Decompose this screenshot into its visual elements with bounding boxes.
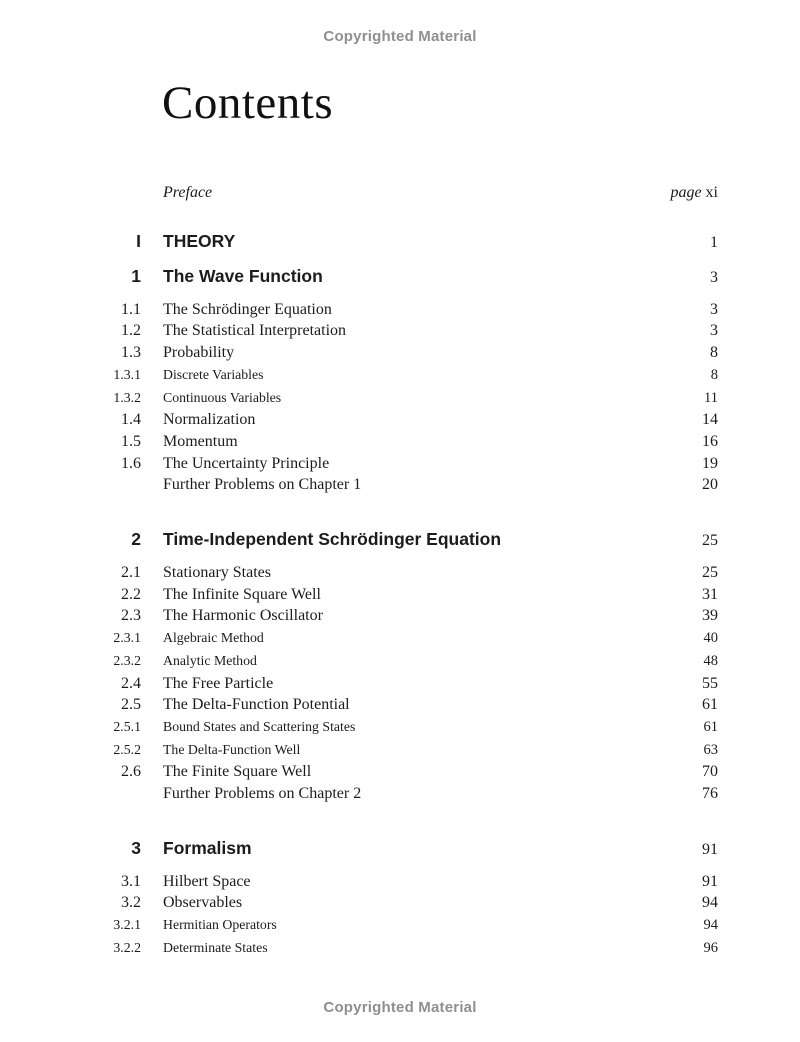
toc-entry-number: 2.3.1 [113,630,141,646]
toc-row-part-I [0,231,800,253]
toc-entry-title: The Delta-Function Potential [163,696,350,714]
toc-row-section-1.6 [0,453,800,475]
toc-entry-number: 1.3.2 [113,389,141,405]
toc-entry-title: Bound States and Scattering States [163,718,356,734]
toc-entry-page-number: 3 [710,322,718,340]
toc-entry-page-number: 8 [710,344,718,362]
toc-row-subsection-2.5.1 [0,716,800,739]
toc-entry-title: Probability [163,344,235,362]
toc-entry-title: The Infinite Square Well [163,585,321,603]
toc-row-subsection-3.2.1 [0,914,800,937]
toc-entry-page-number: 11 [704,389,718,406]
toc-row-plain [0,783,800,805]
toc-entry-number: 2.5 [121,696,141,714]
toc-entry-page-number: 31 [702,585,718,603]
toc-entry-number: 3 [131,837,141,858]
toc-row-section-2.5 [0,694,800,716]
toc-entry-title: Discrete Variables [163,366,264,382]
preface-page-number: xi [705,184,718,201]
preface-page [670,182,718,204]
toc-entry-page-number: 91 [702,872,718,890]
toc-entry-number: 2.3 [121,607,141,625]
toc-row-section-1.1 [0,299,800,321]
toc-entry-page-number: 91 [702,840,718,858]
preface-title: Preface [163,184,213,201]
toc-entry-number: 2.5.2 [113,741,141,757]
toc-entry-page-number: 55 [702,674,718,692]
toc-entry-title: Observables [163,894,243,912]
copyright-watermark-bottom: Copyrighted Material [323,999,477,1016]
toc-row-section-3.1 [0,871,800,893]
toc-entry-title: The Statistical Interpretation [163,322,347,340]
toc-entry-number: 1 [131,265,141,286]
copyright-watermark-top: Copyrighted Material [323,28,477,45]
toc-entry-number: 2.2 [121,585,141,603]
toc-entry-number: 1.4 [121,411,141,429]
toc-entry-number: 1.5 [121,432,141,450]
page-title: Contents [162,77,334,129]
toc-entry-number: 1.3.1 [113,366,141,382]
toc-entry-page-number: 20 [702,476,718,494]
toc-entry-title: Further Problems on Chapter 2 [163,785,362,803]
toc-row-section-1.3 [0,342,800,364]
toc-entry-title: The Finite Square Well [163,763,312,781]
toc-entry-title: Hilbert Space [163,872,251,890]
toc-entry-title: Normalization [163,411,256,429]
toc-row-section-2.3 [0,605,800,627]
toc-row-subsection-1.3.1 [0,364,800,387]
toc-row-section-2.2 [0,584,800,606]
toc-entry-page-number: 1 [710,233,718,251]
toc-row-subsection-3.2.2 [0,937,800,960]
toc-entry-title: The Delta-Function Well [163,741,301,757]
toc-entry-number: 1.2 [121,322,141,340]
toc-entry-title: Algebraic Method [163,630,264,646]
toc-entry-page-number: 25 [702,564,718,582]
toc-row-chapter-1 [0,266,800,288]
toc-entry-page-number: 48 [703,652,718,669]
toc-row-subsection-2.5.2 [0,739,800,762]
toc-entry-title: Formalism [163,837,252,858]
toc-entry-title: Momentum [163,432,238,450]
toc-entry-page-number: 3 [710,268,718,286]
toc-entry-title: Determinate States [163,939,268,955]
toc-entry-page-number: 61 [702,696,718,714]
toc-entry-page-number: 70 [702,763,718,781]
toc-entry-title: Stationary States [163,564,271,582]
toc-entry-page-number: 8 [710,366,718,383]
toc-entry-title: Time-Independent Schrödinger Equation [163,529,502,550]
toc-row-section-3.2 [0,892,800,914]
toc-entry-page-number: 96 [703,939,718,956]
toc-row-section-1.4 [0,409,800,431]
toc-entry-title: The Uncertainty Principle [163,454,330,472]
toc-row-section-2.4 [0,673,800,695]
toc-row-chapter-3 [0,838,800,860]
preface-page-label: page [670,184,702,201]
toc-row-subsection-1.3.2 [0,387,800,410]
toc-entry-page-number: 19 [702,454,718,472]
toc-row-subsection-2.3.1 [0,627,800,650]
toc-entry-title: The Wave Function [163,265,323,286]
toc-entry-number: 2.4 [121,674,141,692]
toc-entry-title: The Harmonic Oscillator [163,607,323,625]
toc-entry-number: 3.2.2 [113,939,141,955]
preface-row [0,182,800,204]
toc-entry-page-number: 76 [702,785,718,803]
toc-row-chapter-2 [0,529,800,551]
toc-entry-page-number: 3 [710,300,718,318]
toc-entry-title: Analytic Method [163,652,257,668]
toc-entry-page-number: 39 [702,607,718,625]
toc-entry-number: 3.1 [121,872,141,890]
toc-entry-page-number: 63 [703,741,718,758]
toc-entry-page-number: 14 [702,411,718,429]
table-of-contents [0,231,800,960]
toc-row-section-1.5 [0,431,800,453]
toc-entry-number: 1.1 [121,300,141,318]
toc-entry-page-number: 61 [703,718,718,735]
toc-row-section-2.6 [0,761,800,783]
toc-entry-title: The Free Particle [163,674,274,692]
toc-entry-number: 3.2.1 [113,917,141,933]
toc-entry-number: 1.3 [121,344,141,362]
toc-entry-title: Hermitian Operators [163,917,277,933]
toc-entry-page-number: 40 [703,630,718,647]
toc-entry-title: Further Problems on Chapter 1 [163,476,362,494]
toc-entry-number: 1.6 [121,454,141,472]
toc-entry-number: 2.3.2 [113,652,141,668]
toc-row-section-2.1 [0,562,800,584]
toc-entry-number: I [136,230,141,251]
toc-entry-number: 2.6 [121,763,141,781]
toc-row-plain [0,474,800,496]
toc-entry-page-number: 16 [702,432,718,450]
toc-entry-page-number: 25 [702,532,718,550]
toc-entry-title: Continuous Variables [163,389,282,405]
toc-entry-number: 2.1 [121,564,141,582]
toc-entry-number: 2 [131,529,141,550]
toc-row-section-1.2 [0,320,800,342]
toc-entry-page-number: 94 [702,894,718,912]
toc-entry-number: 2.5.1 [113,718,141,734]
toc-entry-title: The Schrödinger Equation [163,300,332,318]
toc-row-subsection-2.3.2 [0,650,800,673]
toc-entry-number: 3.2 [121,894,141,912]
toc-entry-page-number: 94 [703,917,718,934]
toc-entry-title: THEORY [163,230,236,251]
